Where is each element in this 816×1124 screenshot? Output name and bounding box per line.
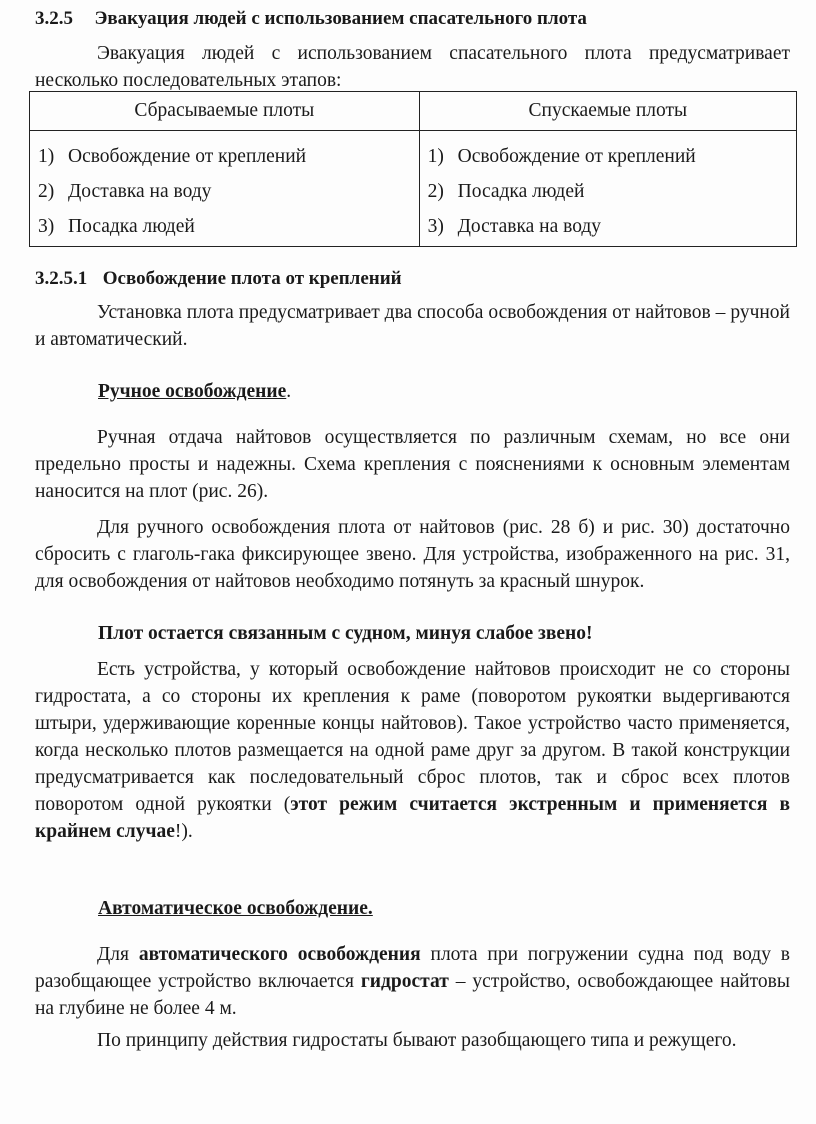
manual-release-heading	[98, 381, 291, 403]
step-number: 1)	[38, 145, 55, 167]
section-title: Эвакуация людей с использованием спасательного плота	[94, 8, 587, 29]
table-header-launched: Спускаемые плоты	[419, 92, 796, 131]
automatic-paragraph-2: По принципу действия гидростаты бывают разобщающего типа и режущего.	[97, 1030, 737, 1051]
table-cell-dropped	[30, 131, 420, 247]
auto-p1-e: – устройство, освобождающее найтовы на глубине не более 4 м.	[35, 971, 790, 1019]
list-item	[428, 209, 788, 244]
step-text: Посадка людей	[68, 215, 195, 237]
auto-p1-c: плота при погружении судна под воду в разобщающее устройство включается	[35, 944, 790, 992]
step-number: 3)	[38, 215, 55, 237]
automatic-release-title: Автоматическое освобождение.	[98, 898, 373, 919]
step-text: Посадка людей	[457, 180, 585, 202]
table-header-row	[30, 92, 797, 131]
warning-text: Плот остается связанным с судном, минуя слабое звено!	[98, 623, 593, 644]
list-item	[38, 139, 411, 174]
step-text: Освобождение от креплений	[457, 145, 696, 167]
step-number: 1)	[427, 145, 444, 167]
manual-p3-end: !).	[174, 821, 193, 842]
auto-p1-a: Для	[97, 944, 139, 965]
step-text: Доставка на воду	[457, 215, 602, 237]
step-text: Освобождение от креплений	[68, 145, 307, 167]
step-number: 2)	[38, 180, 55, 202]
automatic-release-heading	[98, 898, 373, 920]
manual-release-title-suffix: .	[286, 381, 292, 402]
manual-p3-text: Есть устройства, у который освобождение найтовов происходит не со стороны гидростата, а со стороны их крепления к раме (поворотом рукоятки выдергиваются штыри, удерживающие коренные концы найтовов). Такое устройство часто применяется, когда несколько плотов размещается на одной раме друг за другом. В такой конструкции предусматривается как последовательный сброс плотов, так и сброс всех плотов поворотом одной рукоятки (	[35, 659, 790, 815]
subsection-number: 3.2.5.1	[35, 268, 88, 289]
table-cell-launched	[419, 131, 796, 247]
automatic-paragraph-1	[35, 941, 790, 1022]
subsection-intro: Установка плота предусматривает два способа освобождения от найтовов – ручной и автоматический.	[35, 302, 790, 350]
list-item	[38, 174, 411, 209]
section-intro: Эвакуация людей с использованием спасательного плота предусматривает несколько последовательных этапов:	[35, 43, 790, 91]
list-item	[428, 174, 788, 209]
manual-release-title: Ручное освобождение	[98, 381, 287, 402]
manual-paragraph-2: Для ручного освобождения плота от найтовов (рис. 28 б) и рис. 30) достаточно сбросить с глаголь-гака фиксирующее звено. Для устройства, изображенного на рис. 31, для освобождения от найтовов необходимо потянуть за красный шнурок.	[35, 517, 790, 592]
subsection-title: Освобождение плота от креплений	[102, 268, 402, 289]
subsection-heading	[35, 268, 402, 290]
section-heading	[35, 8, 587, 30]
section-number: 3.2.5	[35, 8, 73, 29]
manual-p3-bold: этот режим считается экстренным и применяется в крайнем случае	[35, 794, 790, 842]
manual-paragraph-3	[35, 656, 790, 845]
step-number: 2)	[427, 180, 444, 202]
table-header-dropped: Сбрасываемые плоты	[30, 92, 420, 131]
table-row	[30, 131, 797, 247]
step-text: Доставка на воду	[68, 180, 212, 202]
manual-paragraph-1: Ручная отдача найтовов осуществляется по различным схемам, но все они предельно просты и надежны. Схема крепления с пояснениями к основным элементам наносится на плот (рис. 26).	[35, 427, 790, 502]
list-item	[428, 139, 788, 174]
stages-table	[29, 91, 797, 247]
auto-p1-b: автоматического освобождения	[138, 944, 421, 965]
step-number: 3)	[427, 215, 444, 237]
list-item	[38, 209, 411, 244]
auto-p1-d: гидростат	[360, 971, 449, 992]
